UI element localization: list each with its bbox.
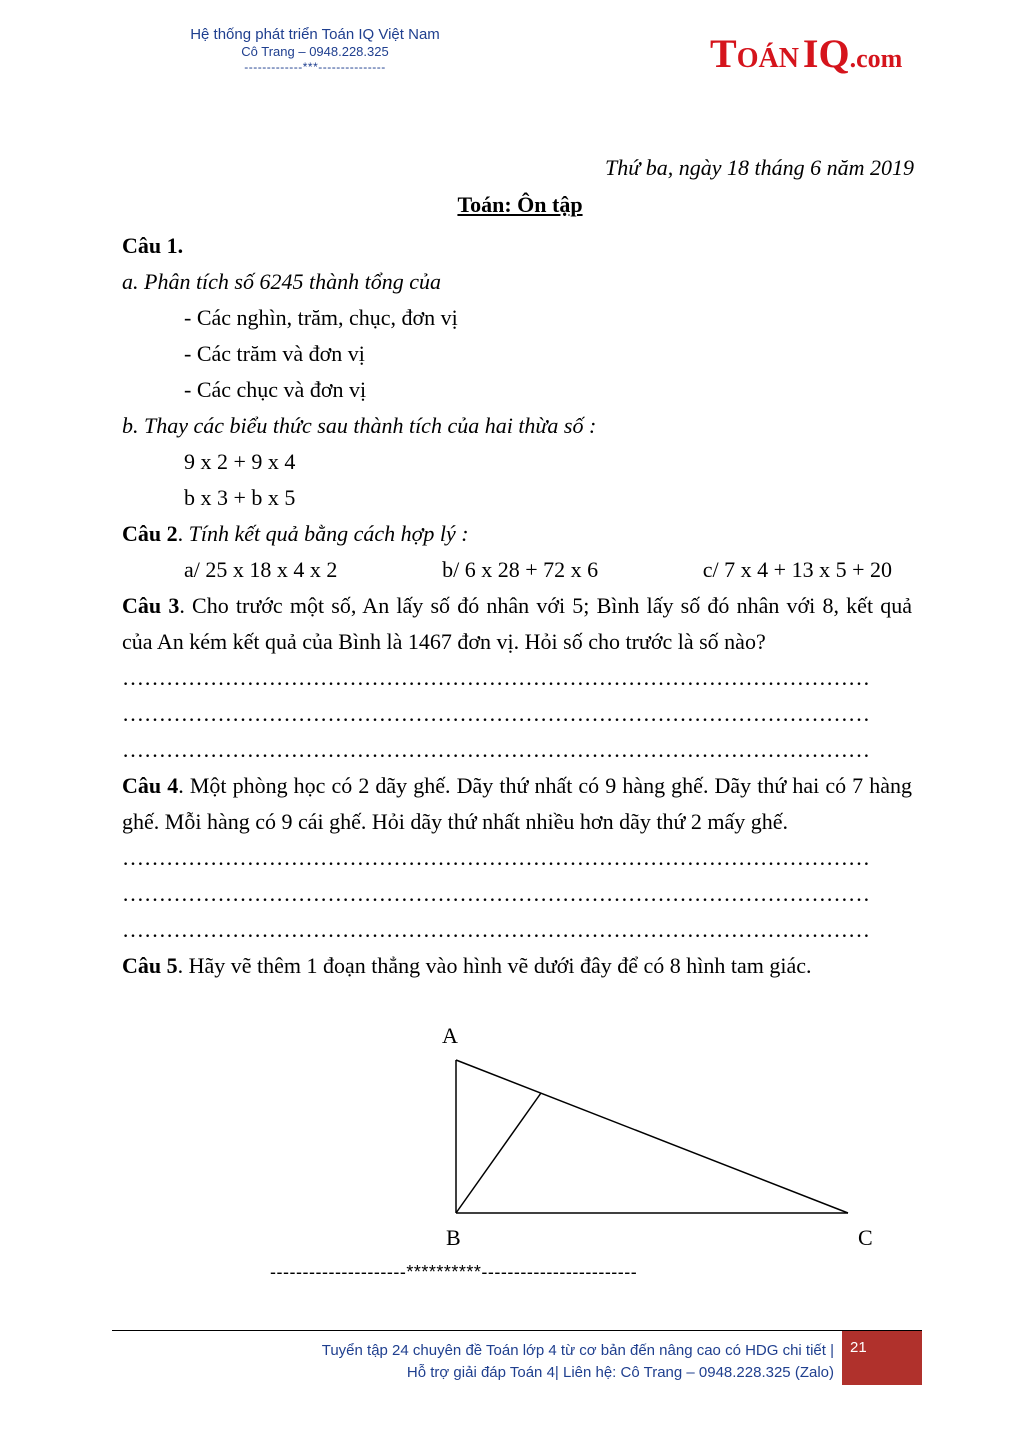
header-system-name: Hệ thống phát triển Toán IQ Việt Nam bbox=[190, 26, 440, 43]
page-number-badge bbox=[842, 1331, 922, 1385]
q1-part-b: b. Thay các biểu thức sau thành tích của hai thừa số : bbox=[122, 413, 597, 438]
footer-line2: Hỗ trợ giải đáp Toán 4| Liên hệ: Cô Trang – 0948.228.325 (Zalo) bbox=[406, 1364, 834, 1381]
label-b: B bbox=[446, 1225, 461, 1250]
answer-line: ………………………………………………………………………………………… bbox=[122, 737, 870, 762]
q2-question: Câu 2. Tính kết quả bằng cách hợp lý : bbox=[122, 521, 469, 546]
footer bbox=[322, 1340, 834, 1384]
answer-line: ………………………………………………………………………………………… bbox=[122, 881, 870, 906]
label-c: C bbox=[858, 1225, 873, 1250]
answer-line: ………………………………………………………………………………………… bbox=[122, 917, 870, 942]
q2-part: c/ 7 x 4 + 13 x 5 + 20 bbox=[702, 557, 892, 582]
end-separator: ---------------------**********------------------------ bbox=[270, 1262, 638, 1282]
label-a: A bbox=[442, 1023, 458, 1048]
page-number: 21 bbox=[850, 1339, 867, 1356]
q5-question: Câu 5. Hãy vẽ thêm 1 đoạn thẳng vào hình vẽ dưới đây để có 8 hình tam giác. bbox=[122, 953, 812, 978]
side-ac bbox=[456, 1060, 848, 1213]
q2-part: b/ 6 x 28 + 72 x 6 bbox=[442, 557, 599, 582]
q1-part-a: a. Phân tích số 6245 thành tổng của bbox=[122, 269, 441, 294]
footer-rule bbox=[112, 1330, 922, 1331]
q1-heading: Câu 1. bbox=[122, 233, 184, 258]
q1-a-item: - Các chục và đơn vị bbox=[184, 377, 367, 402]
toaniq-logo: TOÁN IQ.com bbox=[710, 31, 903, 76]
q1-b-item: 9 x 2 + 9 x 4 bbox=[184, 449, 296, 474]
header-contact: Cô Trang – 0948.228.325 bbox=[241, 44, 389, 59]
answer-line: ………………………………………………………………………………………… bbox=[122, 845, 870, 870]
lesson-date: Thứ ba, ngày 18 tháng 6 năm 2019 bbox=[605, 155, 914, 180]
q1-a-item: - Các trăm và đơn vị bbox=[184, 341, 365, 366]
q1-a-item: - Các nghìn, trăm, chục, đơn vị bbox=[184, 305, 458, 330]
q4-question: Câu 4. Một phòng học có 2 dãy ghế. Dãy thứ nhất có 9 hàng ghế. Dãy thứ hai có 7 hàng ghế. Mỗi hàng có 9 cái ghế. Hỏi dãy thứ nhất nhiều hơn dãy thứ 2 mấy ghế. bbox=[122, 773, 913, 834]
footer-line1: Tuyển tập 24 chuyên đề Toán lớp 4 từ cơ bản đến nâng cao có HDG chi tiết | bbox=[321, 1342, 834, 1359]
q3-question: Câu 3. Cho trước một số, An lấy số đó nhân với 5; Bình lấy số đó nhân với 8, kết quả của An kém kết quả của Bình là 1467 đơn vị. Hỏi số cho trước là số nào? bbox=[122, 593, 913, 654]
answer-line: ………………………………………………………………………………………… bbox=[122, 701, 870, 726]
inner-segment bbox=[456, 1093, 541, 1213]
q2-part: a/ 25 x 18 x 4 x 2 bbox=[184, 557, 338, 582]
q1-b-item: b x 3 + b x 5 bbox=[184, 485, 296, 510]
page-title: Toán: Ôn tập bbox=[457, 192, 583, 217]
answer-line: ………………………………………………………………………………………… bbox=[122, 665, 870, 690]
header-divider: -------------***--------------- bbox=[244, 60, 386, 74]
